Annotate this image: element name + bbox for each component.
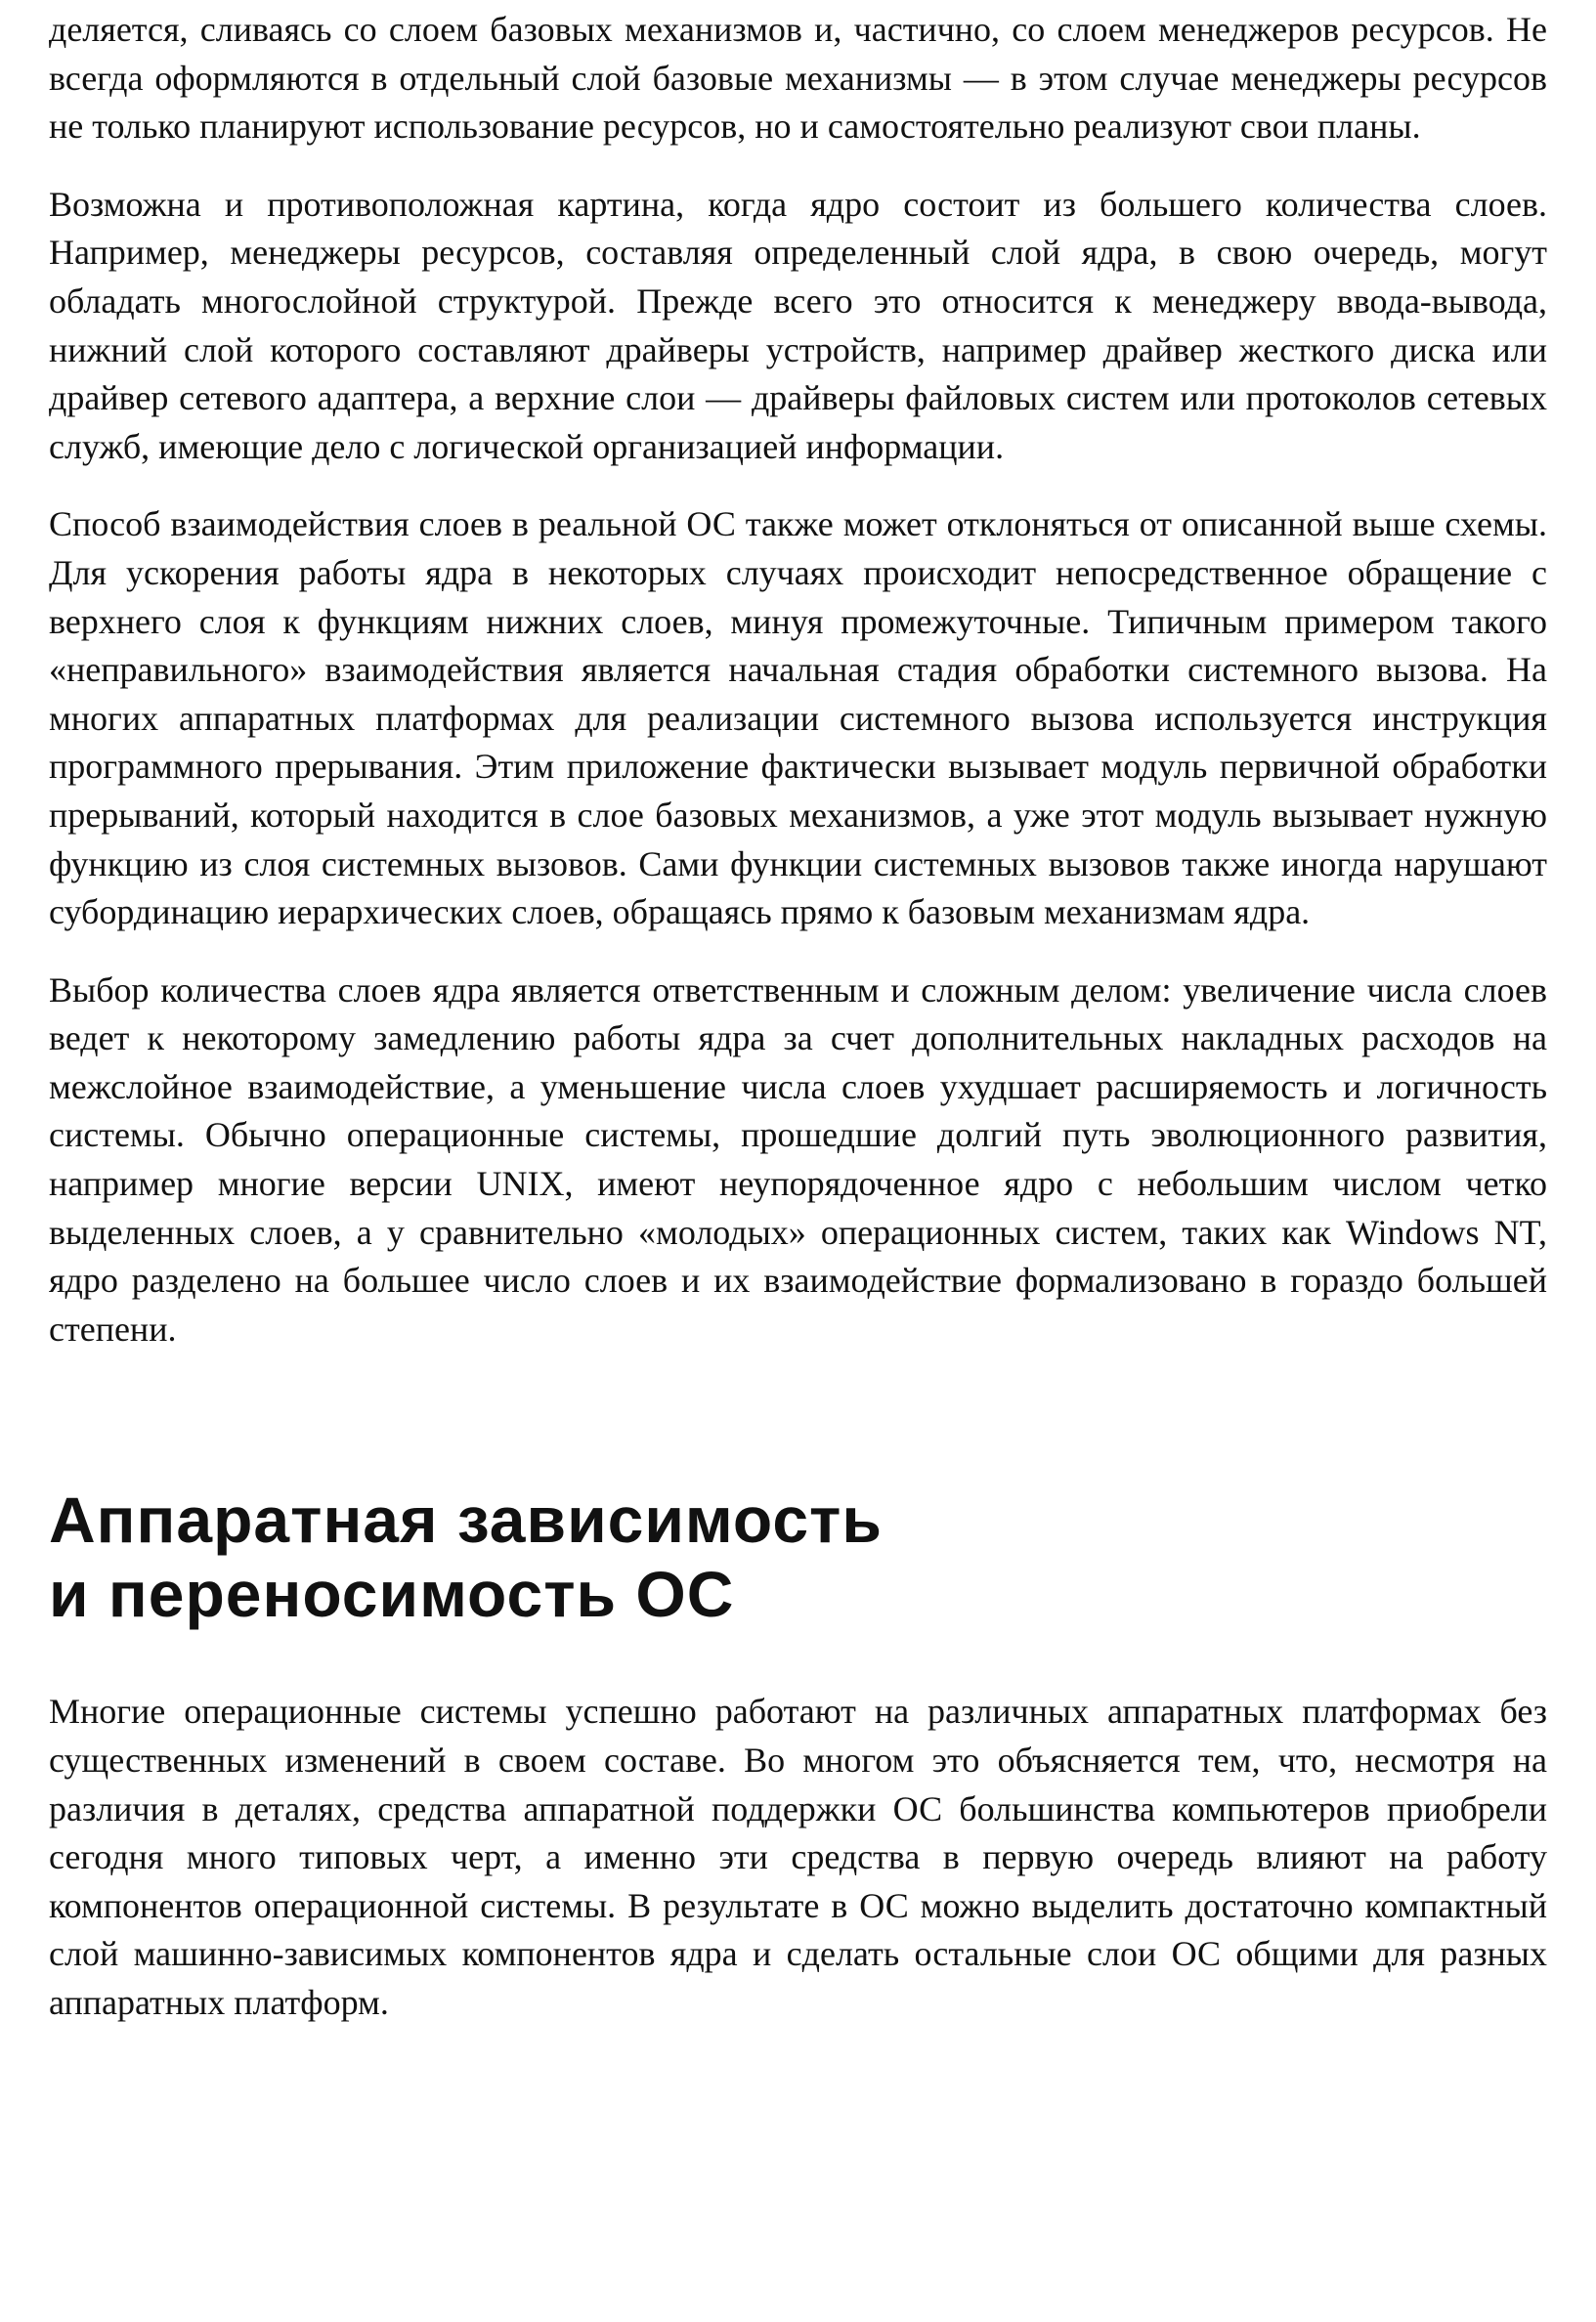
book-page bbox=[49, 6, 1547, 2057]
paragraph-hardware-platforms: Многие операционные системы успешно работают на различных аппаратных платформах без существенных изменений в своем составе. Во многом это объясняется тем, что, несмотря на различия в деталях, средства аппаратной поддержки ОС большинства компьютеров приобрели сегодня много типовых черт, а именно эти средства в первую очередь влияют на работу компонентов операционной системы. В результате в ОС можно выделить достаточно компактный слой машинно-зависимых компонентов ядра и сделать остальные слои ОС общими для разных аппаратных платформ. bbox=[49, 1692, 1547, 2022]
paragraph-kernel-layers-continuation: деляется, сливаясь со слоем базовых механизмов и, частично, со слоем менеджеров ресурсов. Не всегда оформляются в отдельный слой базовые механизмы — в этом случае менеджеры ресурсов не только планируют использование ресурсов, но и самостоятельно реализуют свои планы. bbox=[49, 10, 1547, 147]
section-heading: Аппаратная зависимость и переносимость ОС bbox=[49, 1484, 883, 1631]
paragraph-more-layers: Возможна и противоположная картина, когда ядро состоит из большего количества слоев. Например, менеджеры ресурсов, составляя определенный слой ядра, в свою очередь, могут обладать многослойной структурой. Прежде всего это относится к менеджеру ввода-вывода, нижний слой которого составляют драйверы устройств, например драйвер жесткого диска или драйвер сетевого адаптера, а верхние слои — драйверы файловых систем или протоколов сетевых служб, имеющие дело с логической организацией информации. bbox=[49, 184, 1547, 466]
paragraph-choosing-layer-count: Выбор количества слоев ядра является ответственным и сложным делом: увеличение числа слоев ведет к некоторому замедлению работы ядра за счет дополнительных накладных расходов на межслойное взаимодействие, а уменьшение числа слоев ухудшает расширяемость и логичность системы. Обычно операционные системы, прошедшие долгий путь эволюционного развития, например многие версии UNIX, имеют неупорядоченное ядро с небольшим числом четко выделенных слоев, а у сравнительно «молодых» операционных систем, таких как Windows NT, ядро разделено на большее число слоев и их взаимодействие формализовано в гораздо большей степени. bbox=[49, 969, 1547, 1349]
paragraph-layer-interaction: Способ взаимодействия слоев в реальной ОС также может отклоняться от описанной выше схемы. Для ускорения работы ядра в некоторых случаях происходит непосредственное обращение с верхнего слоя к функциям нижних слоев, минуя промежуточные. Типичным примером такого «неправильного» взаимодействия является начальная стадия обработки системного вызова. На многих аппаратных платформах для реализации системного вызова используется инструкция программного прерывания. Этим приложение фактически вызывает модуль первичной обработки прерываний, который находится в слое базовых механизмов, а уже этот модуль вызывает нужную функцию из слоя системных вызовов. Сами функции системных вызовов также иногда нарушают субординацию иерархических слоев, обращаясь прямо к базовым механизмам ядра. bbox=[49, 504, 1547, 932]
